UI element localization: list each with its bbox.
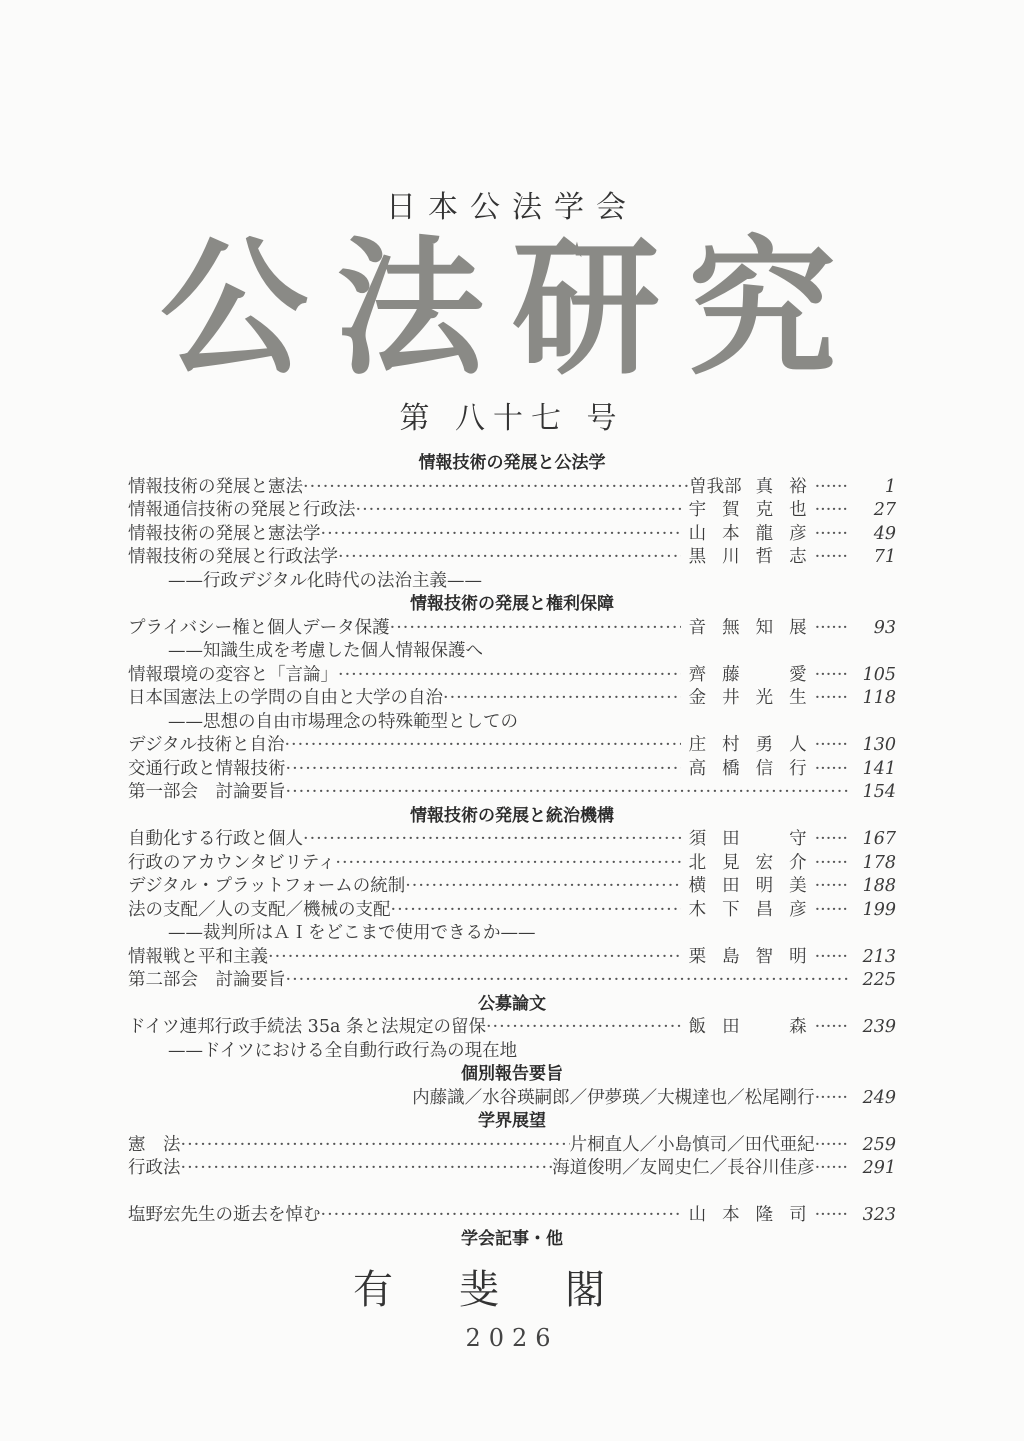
toc-leader-dots [391,899,681,923]
toc-leader-dots [815,1204,848,1228]
toc-author-part: 賀 [722,500,740,520]
toc-leader-dots [815,946,848,970]
toc-author-part: 見 [722,852,740,873]
toc-page-number: 130 [862,735,896,755]
toc-entry-author [681,1204,815,1228]
toc-author-part: 須 [688,829,707,849]
toc-author-part: 宏 [755,852,774,873]
toc-entry-authors: 内藤識／水谷瑛嗣郎／伊夢瑛／大槻達也／松尾剛行 [412,1087,815,1108]
toc-leader-dots [815,875,848,899]
toc-section-heading: 学会記事・他 [461,1228,563,1249]
toc-section-heading: 公募論文 [478,993,546,1014]
toc-entry [128,969,896,993]
toc-entry [128,664,896,688]
toc-entry-title: 行政法 [128,1158,181,1178]
toc-author-part: 島 [722,946,740,967]
toc-author-part [748,1016,782,1040]
toc-entry-title: 第二部会 討論要旨 [128,970,286,990]
toc-entry [128,617,896,641]
toc-author-part: 克 [755,500,774,520]
toc-entry-author [681,734,815,758]
toc-page-number: 49 [873,523,896,544]
toc-spacer [128,1181,896,1205]
toc-entry [128,1087,896,1111]
toc-author-part: 行 [789,758,807,779]
toc-author-part: 飯 [688,1017,707,1037]
toc-author-part: 愛 [789,664,807,685]
toc-author-part: 森 [789,1017,807,1037]
toc-leader-dots [338,664,681,688]
toc-entry-title: 日本国憲法上の学問の自由と大学の自治 [128,688,443,708]
toc-author-part: 田 [722,829,740,849]
toc-entry-author [681,546,815,570]
toc-subtitle: ——裁判所はＡＩをどこまで使用できるか—— [168,923,536,943]
toc-author-part: 齊 [688,664,707,685]
toc-author-part: 彦 [789,899,807,920]
toc-author-part: 木 [688,899,707,920]
toc-leader-dots [815,1157,848,1181]
toc-author-part: 勇 [755,735,774,755]
toc-leader-dots [338,546,681,570]
toc-page-number: 105 [862,664,896,685]
toc-author-part [748,664,782,688]
toc-entry [128,546,896,570]
toc-author-part: 川 [722,547,740,567]
toc-leader-dots [815,758,848,782]
toc-page-number: 225 [862,970,896,990]
toc-entry [128,1204,896,1228]
toc-entry-title: ドイツ連邦行政手続法 35a 条と法規定の留保 [128,1017,486,1037]
toc-entry-title: 憲 法 [128,1134,181,1155]
issue-number: 第 八十七 号 [399,401,625,436]
toc-page-number: 188 [862,876,896,896]
toc-leader-dots [303,828,681,852]
toc-page-number: 323 [862,1205,896,1225]
toc-entry-title: 情報技術の発展と憲法学 [128,523,321,544]
toc-page-number: 249 [862,1087,896,1108]
toc-author-part: 真 [755,476,774,497]
toc-entry [128,781,896,805]
toc-author-part: 金 [688,688,707,708]
toc-author-part: 介 [789,852,807,873]
toc-author-part: 志 [789,547,807,567]
toc-entry-author [681,899,815,923]
toc-section-heading: 情報技術の発展と統治機構 [410,805,614,826]
toc-entry-author [681,828,815,852]
toc-leader-dots [405,875,680,899]
toc-section-heading: 情報技術の発展と公法学 [418,453,606,473]
toc-entry [128,899,896,923]
toc-entry [128,1016,896,1040]
toc-author-part: 信 [755,758,774,779]
toc-author-part: 哲 [755,547,774,567]
table-of-contents [128,452,896,1251]
toc-author-part: 知 [755,617,774,638]
toc-leader-dots [321,1204,681,1228]
toc-leader-dots [815,899,848,923]
toc-page-number: 27 [873,500,896,520]
toc-leader-dots [335,852,680,876]
toc-page-number: 93 [873,617,896,638]
toc-entry-title: プライバシー権と個人データ保護 [128,617,390,638]
publication-year: 2026 [465,1324,559,1352]
toc-entry-title: 情報環境の変容と「言論」 [128,664,338,685]
toc-leader-dots [390,617,681,641]
toc-author-part: 北 [688,852,707,873]
toc-entry-title: 法の支配／人の支配／機械の支配 [128,899,391,920]
toc-author-part: 昌 [755,899,774,920]
toc-entry-author: 海道俊明／友岡史仁／長谷川佳彦 [552,1158,815,1178]
toc-entry-title: 情報戦と平和主義 [128,946,268,967]
toc-entry [128,734,896,758]
toc-entry-title: 情報通信技術の発展と行政法 [128,500,356,520]
toc-leader-dots [303,476,689,500]
toc-page-number: 291 [862,1158,896,1178]
toc-entry-author [689,476,815,500]
toc-author-part: 光 [755,688,774,708]
toc-subtitle: ——ドイツにおける全自動行政行為の現在地 [168,1040,518,1061]
toc-author-part: 宇 [688,500,707,520]
toc-entry-author [681,875,815,899]
toc-entry-author [681,499,815,523]
toc-leader-dots [815,1134,848,1158]
toc-author-part: 下 [722,899,740,920]
toc-author-part: 隆 [755,1205,774,1225]
toc-entry-author [681,523,815,547]
toc-leader-dots [815,1016,848,1040]
toc-leader-dots [286,969,849,993]
toc-leader-dots [486,1016,681,1040]
toc-author-part: 山 [688,523,707,544]
toc-page-number: 118 [862,688,896,708]
toc-leader-dots [815,852,848,876]
toc-entry-title: 行政のアカウンタビリティ [128,852,336,873]
toc-entry-author [681,758,815,782]
toc-author-part: 本 [722,523,740,544]
toc-leader-dots [815,476,848,500]
toc-entry-author [681,664,815,688]
toc-entry-author [681,1016,815,1040]
toc-page-number: 167 [862,829,896,849]
toc-entry-author [681,617,815,641]
toc-author-part: 彦 [789,523,807,544]
toc-entry-title: 交通行政と情報技術 [128,758,286,779]
toc-author-part: 生 [789,688,807,708]
toc-entry [128,875,896,899]
toc-leader-dots [286,758,681,782]
toc-leader-dots [268,946,681,970]
toc-entry [128,1134,896,1158]
toc-entry-author [681,687,815,711]
toc-entry-title: 情報技術の発展と憲法 [128,476,303,497]
toc-author-part: 也 [789,500,807,520]
toc-leader-dots [815,523,848,547]
toc-author-part: 村 [722,735,740,755]
toc-author-part: 庄 [688,735,707,755]
toc-leader-dots [815,1087,848,1111]
toc-leader-dots [286,781,849,805]
toc-author-part: 横 [688,876,707,896]
toc-author-part: 井 [722,688,740,708]
toc-entry [128,1157,896,1181]
toc-entry [128,523,896,547]
toc-entry-title: 情報技術の発展と行政法学 [128,547,338,567]
toc-subtitle: ——思想の自由市場理念の特殊範型としての [168,711,518,732]
toc-page-number: 71 [873,547,896,567]
toc-author-part: 智 [755,946,774,967]
toc-author-part: 橋 [722,758,740,779]
toc-author-part: 藤 [722,664,740,685]
toc-page-number: 199 [862,899,896,920]
toc-entry [128,758,896,782]
toc-entry [128,476,896,500]
toc-entry-author [681,946,815,970]
toc-entry-title: 塩野宏先生の逝去を悼む [128,1205,321,1225]
toc-entry-author: 片桐直人／小島慎司／田代亜紀 [569,1134,815,1155]
toc-entry-title: デジタル・プラットフォームの統制 [128,876,406,896]
toc-author-part: 龍 [755,523,774,544]
toc-leader-dots [815,687,848,711]
toc-leader-dots [181,1157,553,1181]
toc-entry [128,946,896,970]
toc-leader-dots [284,734,680,758]
toc-page-number: 213 [862,946,896,967]
toc-author-part: 裕 [789,476,807,497]
toc-section-heading: 個別報告要旨 [461,1064,563,1084]
toc-subtitle: ——行政デジタル化時代の法治主義—— [168,570,482,591]
toc-entry [128,499,896,523]
toc-author-part: 音 [688,617,707,638]
toc-author-part: 人 [789,735,807,755]
toc-leader-dots [321,523,681,547]
publisher-name: 有斐閣 [353,1267,671,1313]
toc-author-part: 栗 [688,946,707,967]
toc-entry-title: デジタル技術と自治 [128,735,285,755]
toc-author-part: 守 [789,829,807,849]
toc-author-part: 曽我部 [689,476,742,497]
toc-leader-dots [443,687,681,711]
toc-author-part: 本 [722,1205,740,1225]
toc-leader-dots [815,828,848,852]
toc-entry-title: 第一部会 討論要旨 [128,782,286,802]
journal-title: 公法研究 [160,221,864,395]
toc-author-part: 田 [722,1017,740,1037]
toc-entry [128,687,896,711]
toc-author-part: 黒 [688,547,707,567]
toc-author-part: 明 [755,876,774,896]
toc-entry [128,828,896,852]
toc-author-part: 美 [789,876,807,896]
toc-entry [128,852,896,876]
toc-page-number: 239 [862,1017,896,1037]
toc-author-part: 展 [789,617,807,638]
toc-entry-title: 自動化する行政と個人 [128,829,303,849]
toc-leader-dots [815,664,848,688]
toc-author-part: 明 [789,946,807,967]
toc-author-part: 山 [688,1205,707,1225]
toc-page-number: 1 [884,476,896,497]
toc-page-number: 154 [862,782,896,802]
toc-leader-dots [815,734,848,758]
toc-leader-dots [815,617,848,641]
toc-author-part: 無 [722,617,740,638]
society-name: 日本公法学会 [386,190,638,225]
toc-author-part: 田 [722,876,740,896]
toc-page-number: 259 [862,1134,896,1155]
toc-page-number: 141 [862,758,896,779]
toc-leader-dots [181,1134,570,1158]
toc-section-heading: 情報技術の発展と権利保障 [410,594,614,614]
toc-leader-dots [815,546,848,570]
toc-leader-dots [815,499,848,523]
toc-entry-author [681,852,815,876]
toc-author-part [748,828,782,852]
toc-leader-dots [356,499,681,523]
toc-section-heading: 学界展望 [478,1111,546,1131]
toc-page-number: 178 [862,852,896,873]
toc-author-part: 司 [789,1205,807,1225]
toc-subtitle: ——知識生成を考慮した個人情報保護へ [168,641,483,661]
toc-author-part: 高 [688,758,707,779]
